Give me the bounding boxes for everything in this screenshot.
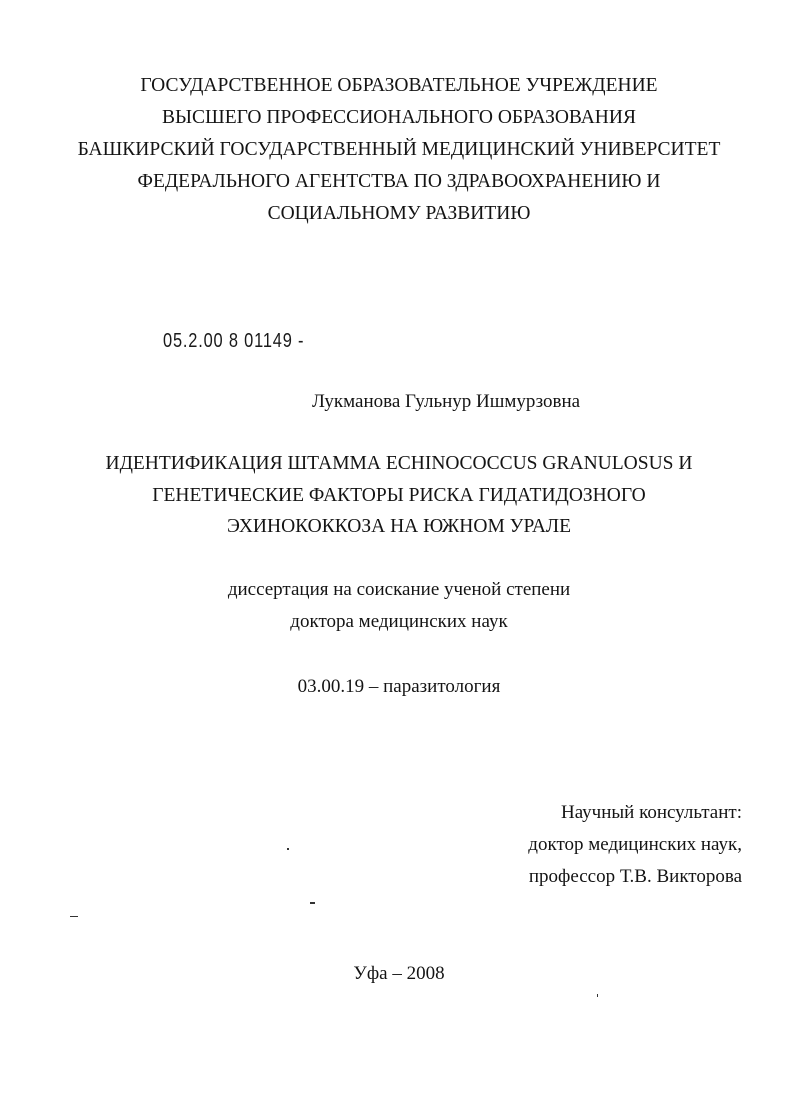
registration-stamp: 05.2.00 8 01149 - [163,330,305,352]
author-name: Лукманова Гульнур Ишмурзовна [312,391,581,412]
institution-line-2: ВЫСШЕГО ПРОФЕССИОНАЛЬНОГО ОБРАЗОВАНИЯ [162,107,636,128]
title-line-1: ИДЕНТИФИКАЦИЯ ШТАММА ECHINOCOCCUS GRANULOSUS И [105,453,693,474]
degree-line-1: диссертация на соискание ученой степени [227,579,571,600]
institution-line-4: ФЕДЕРАЛЬНОГО АГЕНТСТВА ПО ЗДРАВООХРАНЕНИЮ И [137,171,661,192]
title-line-2: ГЕНЕТИЧЕСКИЕ ФАКТОРЫ РИСКА ГИДАТИДОЗНОГО [152,485,646,506]
scan-speck [597,994,598,997]
place-year: Уфа – 2008 [353,963,445,984]
institution-line-5: СОЦИАЛЬНОМУ РАЗВИТИЮ [267,203,531,224]
consultant-degree: доктор медицинских наук, [528,834,742,855]
scan-speck [310,902,315,904]
institution-line-1: ГОСУДАРСТВЕННОЕ ОБРАЗОВАТЕЛЬНОЕ УЧРЕЖДЕНИЕ [140,75,658,96]
title-line-3: ЭХИНОКОККОЗА НА ЮЖНОМ УРАЛЕ [226,516,572,537]
consultant-name: профессор Т.В. Викторова [528,866,742,887]
scan-speck [287,848,289,850]
degree-line-2: доктора медицинских наук [290,611,508,632]
specialty: 03.00.19 – паразитология [297,676,501,697]
consultant-label: Научный консультант: [560,802,742,823]
scan-speck [70,916,78,917]
institution-line-3: БАШКИРСКИЙ ГОСУДАРСТВЕННЫЙ МЕДИЦИНСКИЙ УНИВЕРСИТЕТ [77,139,721,160]
